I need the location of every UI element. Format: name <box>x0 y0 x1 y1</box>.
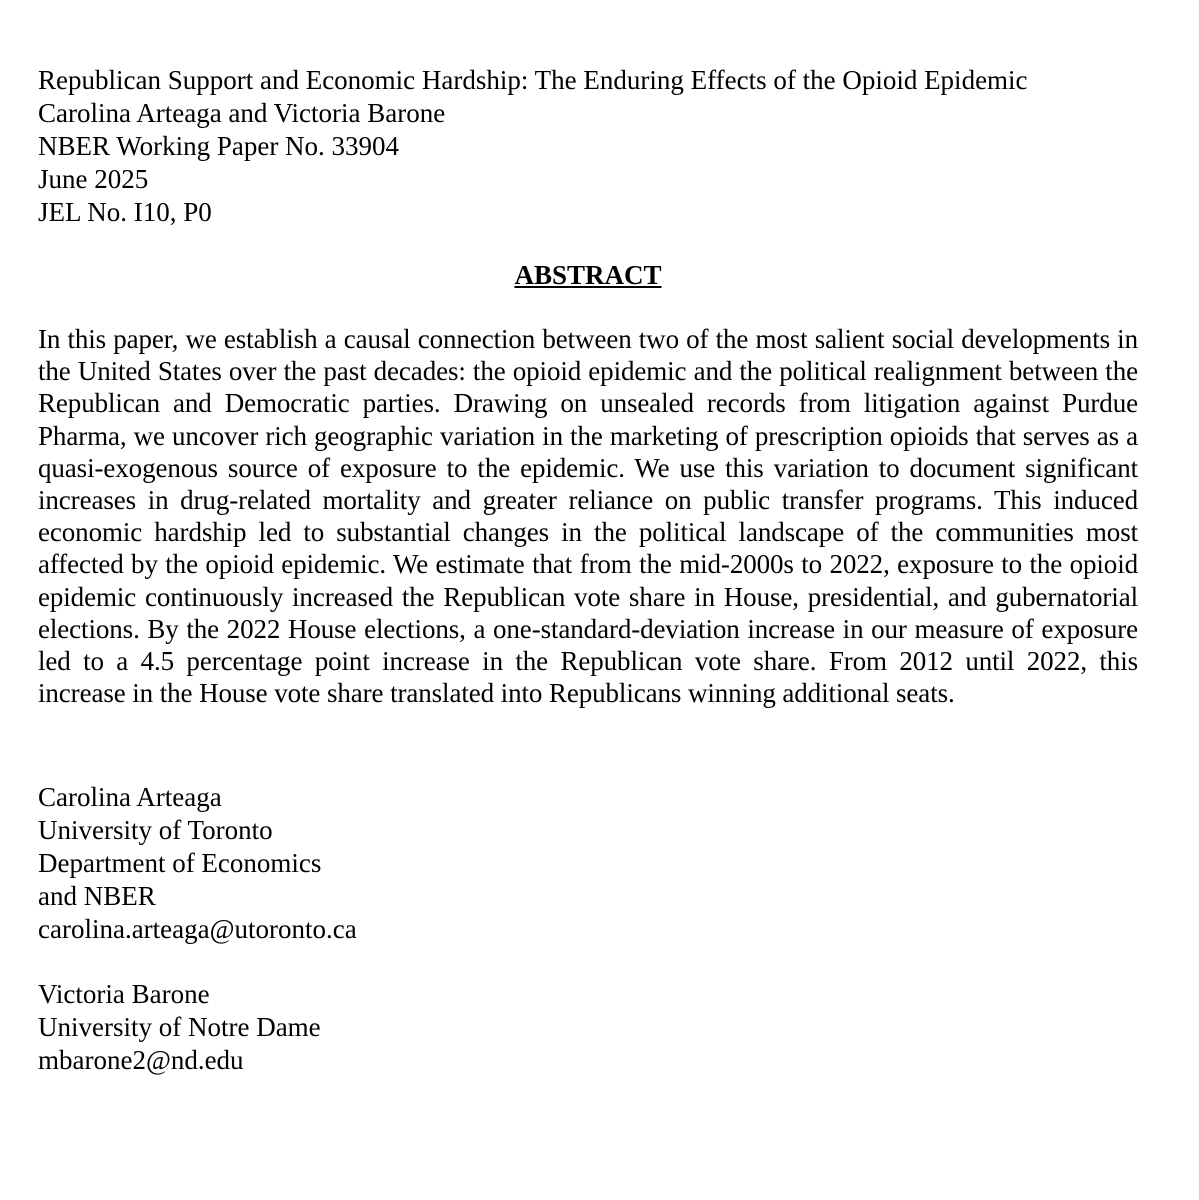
author-affiliation-extra: and NBER <box>38 881 156 912</box>
paper-title: Republican Support and Economic Hardship: The Enduring Effects of the Opioid Epidemic <box>38 65 1028 95</box>
author-affiliation: University of Notre Dame <box>38 1012 321 1043</box>
author-department: Department of Economics <box>38 848 322 879</box>
paper-date: June 2025 <box>38 164 149 194</box>
author-contact-block <box>38 781 1138 946</box>
author-name: Carolina Arteaga <box>38 782 222 813</box>
paper-page <box>38 64 1138 1077</box>
author-email: carolina.arteaga@utoronto.ca <box>38 914 357 945</box>
abstract-text: In this paper, we establish a causal connection between two of the most salient social developments in the United States over the past decades: the opioid epidemic and the political realignment between the Republican and Democratic parties. Drawing on unsealed records from litigation against Purdue Pharma, we uncover rich geographic variation in the marketing of prescription opioids that serves as a quasi-exogenous source of exposure to the epidemic. We use this variation to document significant increases in drug-related mortality and greater reliance on public transfer programs. This induced economic hardship led to substantial changes in the political landscape of the communities most affected by the opioid epidemic. We estimate that from the mid-2000s to 2022, exposure to the opioid epidemic continuously increased the Republican vote share in House, presidential, and gubernatorial elections. By the 2022 House elections, a one-standard-deviation increase in our measure of exposure led to a 4.5 percentage point increase in the Republican vote share. From 2012 until 2022, this increase in the House vote share translated into Republicans winning additional seats. <box>38 324 1138 709</box>
author-contact-block <box>38 978 1138 1077</box>
author-affiliation: University of Toronto <box>38 815 273 846</box>
paper-jel-codes: JEL No. I10, P0 <box>38 197 212 227</box>
paper-header <box>38 64 1138 229</box>
author-name: Victoria Barone <box>38 979 210 1010</box>
abstract-heading: ABSTRACT <box>514 260 662 290</box>
paper-authors: Carolina Arteaga and Victoria Barone <box>38 98 446 128</box>
paper-series: NBER Working Paper No. 33904 <box>38 131 400 161</box>
author-email: mbarone2@nd.edu <box>38 1045 244 1076</box>
